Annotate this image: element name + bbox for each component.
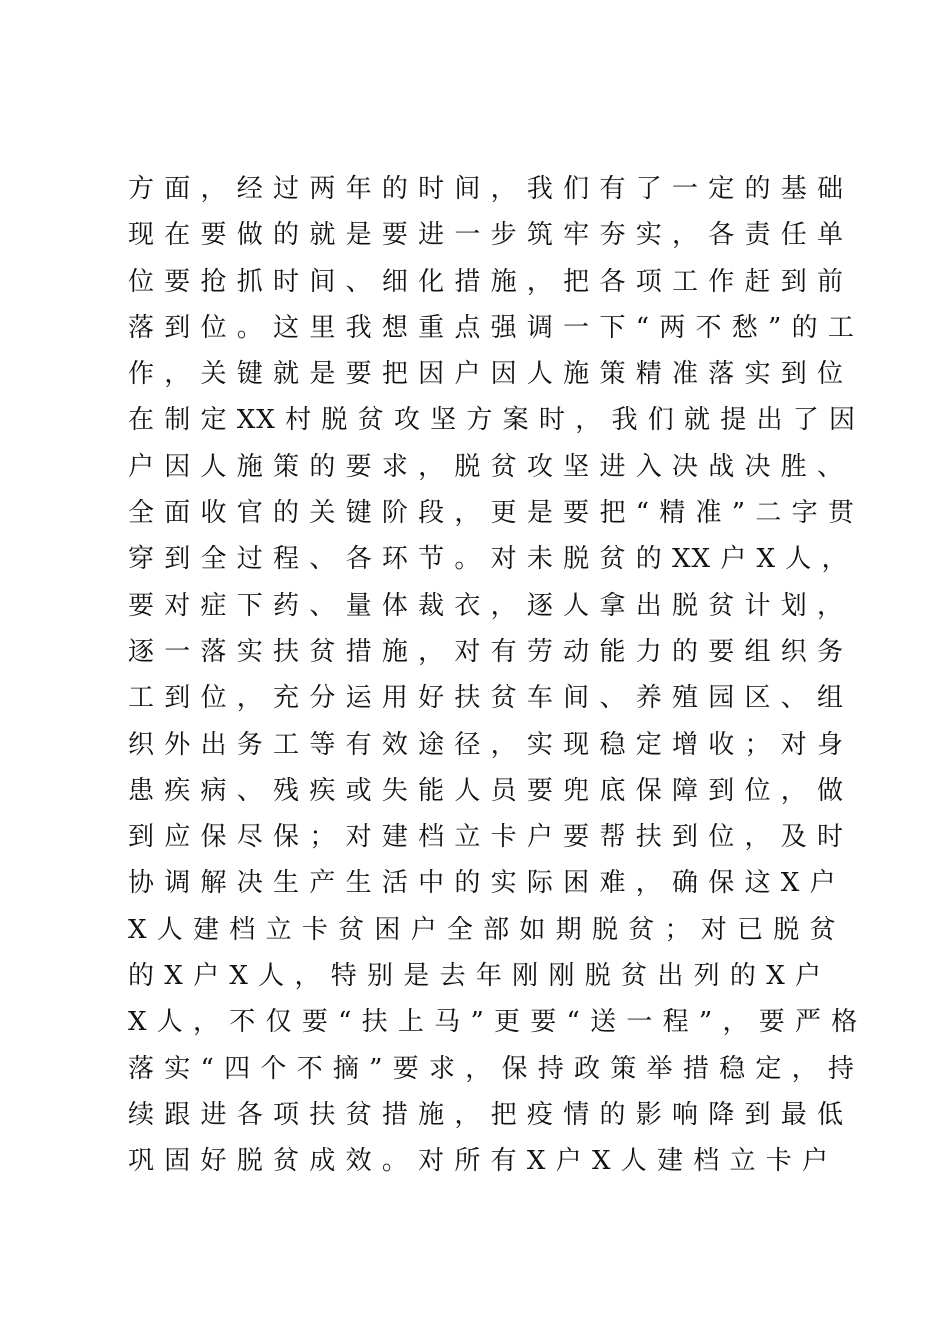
body-text: [128, 166, 859, 1185]
text-line: 逐 一 落 实 扶 贫 措 施 ， 对 有 劳 动 能 力 的 要 组 织 务: [128, 636, 845, 667]
text-line: 巩 固 好 脱 贫 成 效 。 对 所 有 X 户 X 人 建 档 立 卡 户: [128, 1146, 830, 1177]
text-line: 织 外 出 务 工 等 有 效 途 径 ， 实 现 稳 定 增 收 ； 对 身: [128, 729, 845, 760]
text-line: 位 要 抢 抓 时 间 、 细 化 措 施 ， 把 各 项 工 作 赶 到 前: [128, 266, 845, 297]
text-line: 穿 到 全 过 程 、 各 环 节 。 对 未 脱 贫 的 XX 户 X 人 ，: [128, 544, 849, 575]
text-line: 续 跟 进 各 项 扶 贫 措 施 ， 把 疫 情 的 影 响 降 到 最 低: [128, 1099, 845, 1130]
text-line: 全 面 收 官 的 关 键 阶 段 ， 更 是 要 把 “ 精 准 ” 二 字 贯: [128, 498, 855, 529]
text-line: 现 在 要 做 的 就 是 要 进 一 步 筑 牢 夯 实 ， 各 责 任 单: [128, 220, 845, 251]
text-line: 患 疾 病 、 残 疾 或 失 能 人 员 要 兜 底 保 障 到 位 ， 做: [128, 775, 845, 806]
text-line: 要 对 症 下 药 、 量 体 裁 衣 ， 逐 人 拿 出 脱 贫 计 划 ，: [128, 590, 845, 621]
text-line: 落 实 “ 四 个 不 摘 ” 要 求 ， 保 持 政 策 举 措 稳 定 ， 持: [128, 1053, 855, 1084]
text-line: 在 制 定 XX 村 脱 贫 攻 坚 方 案 时 ， 我 们 就 提 出 了 因: [128, 405, 857, 436]
text-line: 方 面 ， 经 过 两 年 的 时 间 ， 我 们 有 了 一 定 的 基 础: [128, 174, 845, 204]
text-line: 协 调 解 决 生 产 生 活 中 的 实 际 困 难 ， 确 保 这 X 户: [128, 868, 837, 899]
text-line: 到 应 保 尽 保 ； 对 建 档 立 卡 户 要 帮 扶 到 位 ， 及 时: [128, 822, 845, 853]
text-line: 落 到 位 。 这 里 我 想 重 点 强 调 一 下 “ 两 不 愁 ” 的 工: [128, 312, 855, 343]
text-line: X 人 建 档 立 卡 贫 困 户 全 部 如 期 脱 贫 ； 对 已 脱 贫: [128, 914, 837, 945]
text-line: X 人 ， 不 仅 要 “ 扶 上 马 ” 更 要 “ 送 一 程 ” ， 要 严 格: [128, 1007, 859, 1038]
text-line: 作 ， 关 键 就 是 要 把 因 户 因 人 施 策 精 准 落 实 到 位: [128, 359, 845, 390]
text-line: 的 X 户 X 人 ， 特 别 是 去 年 刚 刚 脱 贫 出 列 的 X 户: [128, 961, 822, 992]
text-line: 工 到 位 ， 充 分 运 用 好 扶 贫 车 间 、 养 殖 园 区 、 组: [128, 683, 845, 714]
text-line: 户 因 人 施 策 的 要 求 ， 脱 贫 攻 坚 进 入 决 战 决 胜 、: [128, 451, 845, 482]
